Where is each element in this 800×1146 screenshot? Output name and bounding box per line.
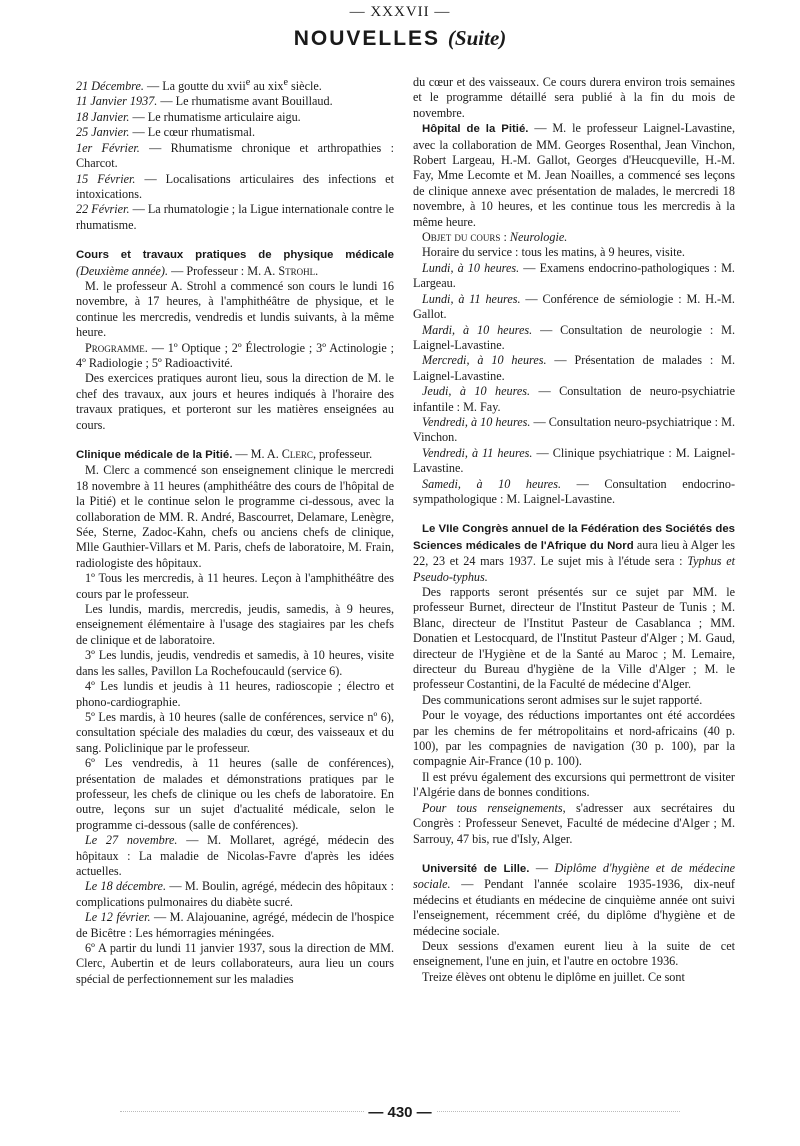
schedule-item: 21 Décembre. — La goutte du xvii$^e$ au xix$^e$ siècle. (76, 77, 322, 94)
weekly-slot: Samedi, à 10 heures. — Consultation endocrino-sympathologique : M. Laignel-Lavastine. (413, 476, 735, 506)
lille-paragraph: Treize élèves ont obtenu le diplôme en juillet. Ce sont (422, 969, 685, 984)
left-column (76, 75, 394, 987)
pitie-hospital-notice: Hôpital de la Pitié. — M. le professeur Laignel-Lavastine, avec la collaboration de MM. Georges Rosenthal, Jean Vinchon, Robert Largeau, H.-M. Gallot, Georges d'Heucqueville, H.-M. Fay, Mme Lecomte et M. Jean Noailles, a commencé ses leçons de clinique annexe avec présentation de malades, le mercredi 18 novembre, à 10 heures, et les continue tous les mercredis à la même heure. Objet du cours : Neurologie. Horaire du service : tous les matins, à 9 heures, visite. Lundi, à 10 heures. — Examens endocrino-pathologiques : M. Largeau. Lundi, à 11 heures. — Conférence de sémiologie : M. H.-M. Gallot. Mardi, à 10 heures. — Consultation de neurologie : M. Laignel-Lavastine. Mercredi, à 10 heures. — Présentation de malades : M. Laignel-Lavastine. Jeudi, à 10 heures. — Consultation de neuro-psychiatrie infantile : M. Fay. Vendredi, à 10 heures. — Consultation neuro-psychiatrique : M. Vinchon. Vendredi, à 11 heures. — Clinique psychiatrique : M. Laignel-Lavastine. Samedi, à 10 heures. — Consultation endocrino-sympathologique : M. Laignel-Lavastine. (413, 121, 736, 506)
section-title-suite: (Suite) (447, 26, 507, 50)
clinic-item: 6º Les vendredis, à 11 heures (salle de conférences), présentation de malades et démonstrations pratiques par le professeur, les chefs de clinique ou les chefs de laboratoire. En outre, leçons sur un sujet d'actualité médicale, selon le programme ci-dessous (salle de conférences). (76, 756, 394, 832)
right-column (413, 75, 735, 985)
lille-heading: Université de Lille. (422, 862, 530, 875)
lille-paragraph: Deux sessions d'examen eurent lieu à la suite de cet enseignement, l'une en juin, et l'autre en octobre 1936. (413, 938, 735, 969)
rheumatism-schedule (76, 75, 394, 233)
weekly-slot: Vendredi, à 11 heures. — Clinique psychiatrique : M. Laignel-Lavastine. (413, 445, 735, 476)
physics-course-notice: Cours et travaux pratiques de physique médicale (Deuxième année). — Professeur : M. A. Strohl. M. le professeur A. Strohl a commencé son cours le lundi 16 novembre, à 17 heures, à l'amphithéâtre de physique, et le continue les mercredis, vendredis et lundis suivants, à la même heure. Programme. — 1º Optique ; 2º Électrologie ; 3º Actinologie ; 4º Radiologie ; 5º Radioactivité. Des exercices pratiques auront lieu, sous la direction de M. le chef des travaux, aux jours et heures indiqués à l'horaire des travaux pratiques, et porteront sur les matières enseignées au cours. (76, 249, 394, 432)
clinic-heading: Clinique médicale de la Pitié. (76, 449, 233, 461)
course-object: Objet du cours : Neurologie. (422, 230, 568, 245)
clinic-item: Les lundis, mardis, mercredis, jeudis, samedis, à 9 heures, enseignement élémentaire à l'usage des stagiaires par les chefs de clinique et de laboratoire. (76, 602, 394, 647)
schedule-item: 18 Janvier. — Le rhumatisme articulaire aigu. (76, 109, 301, 124)
physics-course-paragraph: Des exercices pratiques auront lieu, sous la direction de M. le chef des travaux, aux jours et heures indiqués à l'horaire des travaux pratiques, et porteront sur les matières enseignées au cours. (76, 371, 394, 432)
weekly-slot: Mardi, à 10 heures. — Consultation de neurologie : M. Laignel-Lavastine. (413, 322, 736, 352)
schedule-item: 25 Janvier. — Le cœur rhumatismal. (76, 125, 256, 140)
page-number: — 430 — (0, 1104, 800, 1121)
congress-paragraph: Pour le voyage, des réductions importantes ont été accordées par les chemins de fer métropolitains et nord-africains (40 p. 100), par les compagnies de navigation (30 p. 100), par la compagnie Air-France (10 p. 100). (413, 708, 735, 769)
physics-course-heading: Cours et travaux pratiques de physique médicale (76, 249, 394, 262)
weekly-slot: Lundi, à 10 heures. — Examens endocrino-pathologiques : M. Largeau. (413, 260, 735, 291)
clinic-lecture: Le 12 février. — M. Alajouanine, agrégé, médecin de l'hospice de Bicêtre : Les hémorragies méningées. (76, 910, 394, 940)
congress-notice: Le VIIe Congrès annuel de la Fédération des Sociétés des Sciences médicales de l'Afrique du Nord aura lieu à Alger les 22, 23 et 24 mars 1937. Le sujet mis à l'étude sera : Typhus et Pseudo-typhus. Des rapports seront présentés sur ce sujet par MM. le professeur Burnet, directeur de l'Institut Pasteur de Tunis ; M. Blanc, directeur de l'Institut Pasteur de Casablanca ; MM. Donatien et Lestocquard, de l'Institut Pasteur d'Alger ; M. Gaud, directeur de l'Hygiène et de la Santé au Maroc ; M. Lemaire, directeur du Bureau d'hygiène de la Ville d'Alger ; M. le professeur Costantini, de la Faculté de médecine d'Alger. Des communications seront admises sur le sujet rapporté. Pour le voyage, des réductions importantes ont été accordées par les chemins de fer métropolitains et nord-africains (40 p. 100), par les compagnies de navigation (30 p. 100), par la compagnie Air-France (10 p. 100). Il est prévu également des excursions qui permettront de visiter l'Algérie dans de bonnes conditions. Pour tous renseignements, s'adresser aux secrétaires du Congrès : Professeur Senevet, Faculté de médecine d'Alger ; M. Sarrouy, 47 bis, rue d'Isly, Alger. (413, 523, 735, 846)
page-roman-numeral: — XXXVII — (349, 4, 451, 20)
service-hours: Horaire du service : tous les matins, à 9 heures, visite. (422, 245, 685, 260)
clinic-item: 3º Les lundis, jeudis, vendredis et samedis, à 10 heures, visite dans les salles, Pavillon La Rochefoucauld (service 6). (76, 648, 394, 678)
weekly-slot: Vendredi, à 10 heures. — Consultation neuro-psychiatrique : M. Vinchon. (413, 414, 735, 445)
schedule-item: 15 Février. — Localisations articulaires des infections et intoxications. (76, 171, 394, 201)
schedule-item: 1er Février. — Rhumatisme chronique et arthropathies : Charcot. (76, 140, 394, 171)
lille-notice: Université de Lille. — Diplôme d'hygiène et de médecine sociale. — Pendant l'année scolaire 1935-1936, dix-neuf médecins et étudiants en médecine de cinquième année ont suivi l'enseignement, récemment créé, du diplôme d'hygiène et de médecine sociale. Deux sessions d'examen eurent lieu à la suite de cet enseignement, l'une en juin, et l'autre en octobre 1936. Treize élèves ont obtenu le diplôme en juillet. Ce sont (413, 860, 735, 984)
continued-paragraph: du cœur et des vaisseaux. Ce cours durera environ trois semaines et le programme détaillé sera publié à la fin du mois de novembre. (413, 75, 735, 120)
physics-programme: Programme. — 1º Optique ; 2º Électrologie ; 3º Actinologie ; 4º Radiologie ; 5º Radioactivité. (76, 340, 394, 370)
clinic-paragraph: M. Clerc a commencé son enseignement clinique le mercredi 18 novembre à 11 heures (amphithéâtre des cours de l'hôpital de la Pitié) et le continue selon le programme ci-dessous, avec la collaboration de MM. R. André, Bascourret, Delamare, Lenègre, Sée, Sterne, Zadoc-Kahn, chefs ou anciens chefs de clinique, Mlle Gauthier-Villars et M. Paris, chefs de laboratoire, M. Frain, radiologiste des hôpitaux. (76, 463, 394, 570)
clinic-item: 1º Tous les mercredis, à 11 heures. Leçon à l'amphithéâtre des cours par le professeur. (76, 571, 394, 601)
congress-paragraph: Il est prévu également des excursions qui permettront de visiter l'Algérie dans de bonnes conditions. (413, 769, 735, 800)
congress-paragraph: Des communications seront admises sur le sujet rapporté. (422, 692, 703, 707)
section-title (0, 26, 800, 51)
clinic-pitie-notice: Clinique médicale de la Pitié. — M. A. Clerc, professeur. M. Clerc a commencé son enseignement clinique le mercredi 18 novembre à 11 heures (amphithéâtre des cours de l'hôpital de la Pitié) et le continue selon le programme ci-dessous, avec la collaboration de MM. R. André, Bascourret, Delamare, Lenègre, Sée, Sterne, Zadoc-Kahn, chefs ou anciens chefs de clinique, Mlle Gauthier-Villars et M. Paris, chefs de laboratoire, M. Frain, radiologiste des hôpitaux. 1º Tous les mercredis, à 11 heures. Leçon à l'amphithéâtre des cours par le professeur. Les lundis, mardis, mercredis, jeudis, samedis, à 9 heures, enseignement élémentaire à l'usage des stagiaires par les chefs de clinique et de laboratoire. 3º Les lundis, jeudis, vendredis et samedis, à 10 heures, visite dans les salles, Pavillon La Rochefoucauld (service 6). 4º Les lundis et jeudis à 11 heures, radioscopie ; électro et phono-cardiographie. 5º Les mardis, à 10 heures (salle de conférences, service nº 6), consultation spéciale des maladies du cœur, des vaisseaux et du sang. Policlinique par le professeur. 6º Les vendredis, à 11 heures (salle de conférences), présentation de malades et démonstrations pratiques par le professeur, les chefs de clinique ou les chefs de laboratoire. En outre, leçons sur un sujet d'actualité médicale, selon le programme ci-dessous (salle de conférences). Le 27 novembre. — M. Mollaret, agrégé, médecin des hôpitaux : La maladie de Nicolas-Favre d'après les idées actuelles. Le 18 décembre. — M. Boulin, agrégé, médecin des hôpitaux : complications pulmonaires du diabète sucré. Le 12 février. — M. Alajouanine, agrégé, médecin de l'hospice de Bicêtre : Les hémorragies méningées. 6º A partir du lundi 11 janvier 1937, sous la direction de MM. Clerc, Aubertin et de leurs collaborateurs, aura lieu un cours spécial de perfectionnement sur les maladies (76, 447, 394, 986)
congress-paragraph: Pour tous renseignements, s'adresser aux secrétaires du Congrès : Professeur Senevet, Faculté de médecine d'Alger ; M. Sarrouy, 47 bis, rue d'Isly, Alger. (413, 800, 735, 846)
physics-course-paragraph: M. le professeur A. Strohl a commencé son cours le lundi 16 novembre, à 17 heures, à l'amphithéâtre de physique, et le continue les mercredis, vendredis et lundis suivants, à la même heure. (76, 278, 394, 340)
congress-paragraph: Des rapports seront présentés sur ce sujet par MM. le professeur Burnet, directeur de l'Institut Pasteur de Tunis ; M. Blanc, directeur de l'Institut Pasteur de Casablanca ; MM. Donatien et Lestocquard, de l'Institut Pasteur d'Alger ; M. Gaud, directeur de l'Hygiène et de la Santé au Maroc ; M. Lemaire, directeur du Bureau d'hygiène de la Ville d'Alger ; M. le professeur Costantini, de la Faculté de médecine d'Alger. (413, 585, 735, 692)
clinic-lecture: Le 27 novembre. — M. Mollaret, agrégé, médecin des hôpitaux : La maladie de Nicolas-Favre d'après les idées actuelles. (76, 833, 394, 878)
congress-heading: Le VIIe Congrès annuel de la Fédération des Sociétés des Sciences médicales de l'Afrique du Nord (413, 523, 735, 552)
schedule-item: 22 Février. — La rhumatologie ; la Ligue internationale contre le rhumatisme. (76, 202, 394, 232)
clinic-lecture: Le 18 décembre. — M. Boulin, agrégé, médecin des hôpitaux : complications pulmonaires du diabète sucré. (76, 879, 394, 909)
clinic-item: 6º A partir du lundi 11 janvier 1937, sous la direction de MM. Clerc, Aubertin et de leurs collaborateurs, aura lieu un cours spécial de perfectionnement sur les maladies (76, 941, 394, 986)
weekly-slot: Mercredi, à 10 heures. — Présentation de malades : M. Laignel-Lavastine. (413, 353, 736, 383)
clinic-item: 5º Les mardis, à 10 heures (salle de conférences, service nº 6), consultation spéciale des maladies du cœur, des vaisseaux et du sang. Policlinique par le professeur. (76, 709, 394, 755)
schedule-item: 11 Janvier 1937. — Le rhumatisme avant Bouillaud. (76, 94, 333, 109)
weekly-slot: Jeudi, à 10 heures. — Consultation de neuro-psychiatrie infantile : M. Fay. (413, 384, 735, 414)
pitie-heading: Hôpital de la Pitié. (422, 123, 529, 136)
weekly-slot: Lundi, à 11 heures. — Conférence de sémiologie : M. H.-M. Gallot. (413, 291, 735, 322)
section-title-text: NOUVELLES (293, 27, 441, 50)
clinic-item: 4º Les lundis et jeudis à 11 heures, radioscopie ; électro et phono-cardiographie. (76, 679, 394, 709)
